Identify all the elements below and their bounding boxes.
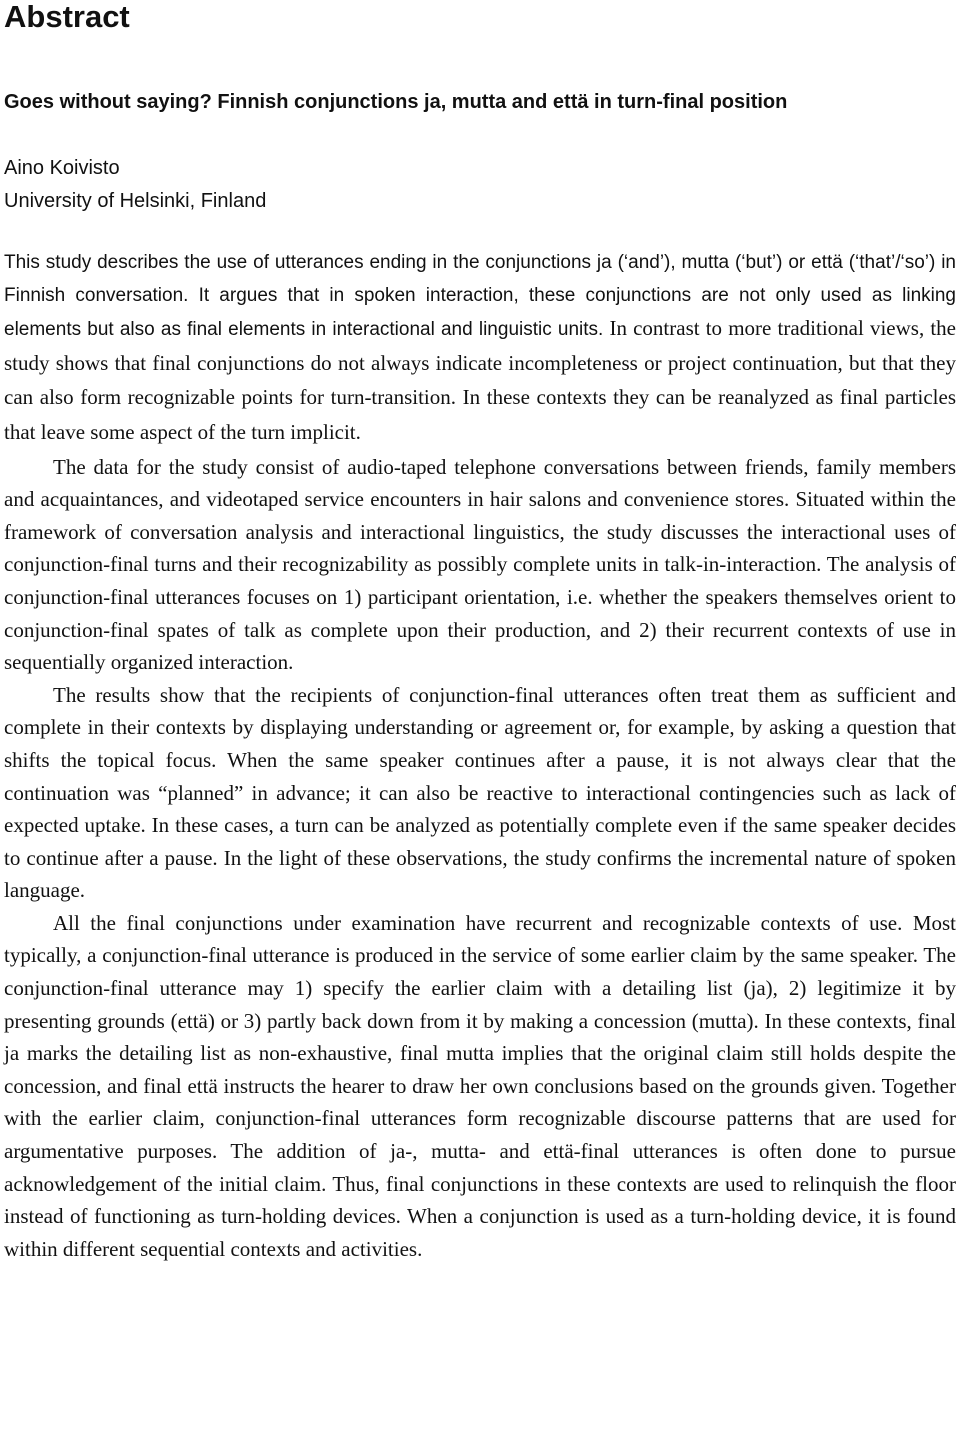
author-affiliation: University of Helsinki, Finland bbox=[4, 190, 267, 212]
author-name: Aino Koivisto bbox=[4, 157, 120, 179]
paragraph-1-opening: This study describes the use of utterances ending in the conjunctions ja (‘and’), mutta (‘but’) or että (‘that’/‘so’) in Finnish conversation. It argues that in spoken interaction, these conjunctions are not only used as linking elements but also as final elements in interactional and linguistic units. bbox=[4, 252, 956, 341]
paper-title: Goes without saying? Finnish conjunctions ja, mutta and että in turn-final position bbox=[4, 91, 788, 113]
author-block bbox=[4, 152, 956, 218]
abstract-paragraph-3: The results show that the recipients of conjunction-final utterances often treat them as sufficient and complete in their contexts by displaying understanding or agreement or, for example, by asking a question that shifts the topical focus. When the same speaker continues after a pause, it is not always clear that the continuation was “planned” in advance; it can also be reactive to interactional contingencies such as lack of expected uptake. In these cases, a turn can be analyzed as potentially complete even if the same speaker decides to continue after a pause. In the light of these observations, the study confirms the incremental nature of spoken language. bbox=[4, 682, 956, 903]
paragraph-1-continuation: In contrast to more traditional views, the study shows that final conjunctions do not always indicate incompleteness or project continuation, but that they can also form recognizable points for turn-transition. In these contexts they can be reanalyzed as final particles that leave some aspect of the turn implicit. bbox=[4, 316, 956, 444]
abstract-page bbox=[4, 0, 956, 1265]
abstract-paragraph-4: All the final conjunctions under examination have recurrent and recognizable contexts of use. Most typically, a conjunction-final utterance is produced in the service of some earlier claim by the same speaker. The conjunction-final utterance may 1) specify the earlier claim with a detailing list (ja), 2) legitimize it by presenting grounds (että) or 3) partly back down from it by making a concession (mutta). In these contexts, final ja marks the detailing list as non-exhaustive, final mutta implies that the original claim still holds despite the concession, and final että instructs the hearer to draw her own conclusions based on the grounds given. Together with the earlier claim, conjunction-final utterances form recognizable discourse patterns that are used for argumentative purposes. The addition of ja-, mutta- and että-final utterances is often done to pursue acknowledgement of the initial claim. Thus, final conjunctions in these contexts are used to relinquish the floor instead of functioning as turn-holding devices. When a conjunction is used as a turn-holding device, it is found within different sequential contexts and activities. bbox=[4, 910, 956, 1261]
abstract-heading: Abstract bbox=[4, 0, 130, 34]
abstract-paragraph-2: The data for the study consist of audio-taped telephone conversations between friends, family members and acquaintances, and videotaped service encounters in hair salons and convenience stores. Situated within the framework of conversation analysis and interactional linguistics, the study discusses the interactional uses of conjunction-final turns and their recognizability as possibly complete units in talk-in-interaction. The analysis of conjunction-final utterances focuses on 1) participant orientation, i.e. whether the speakers themselves orient to conjunction-final spates of talk as complete upon their production, and 2) their recurrent contexts of use in sequentially organized interaction. bbox=[4, 454, 956, 675]
abstract-body bbox=[4, 247, 956, 1265]
abstract-paragraph-1 bbox=[4, 247, 956, 451]
